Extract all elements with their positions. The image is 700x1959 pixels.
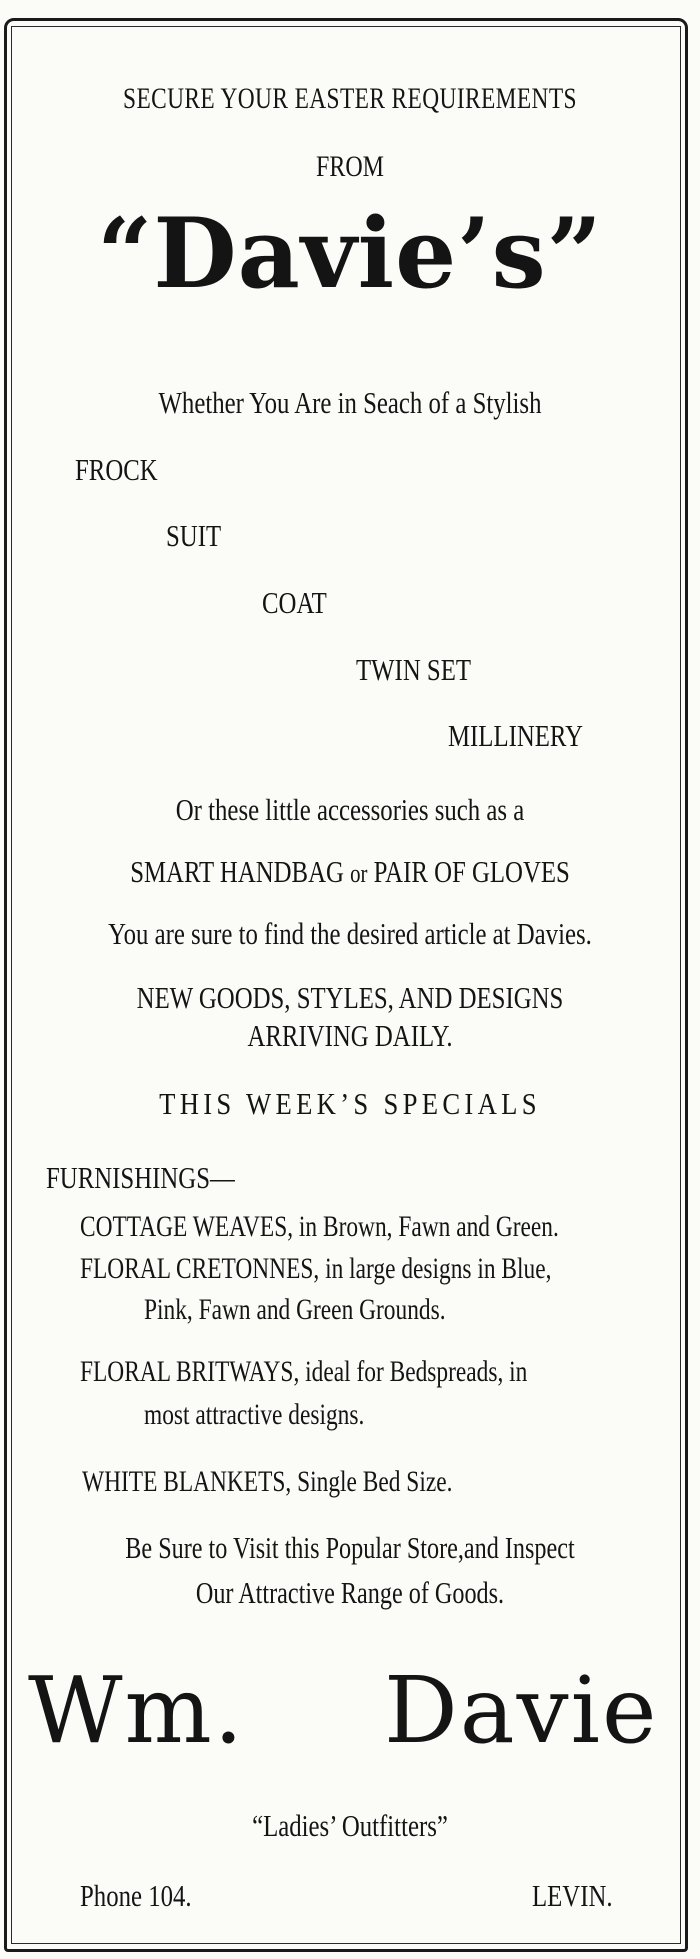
brand-davies: “Davie’s” <box>97 197 603 310</box>
visit-line: Be Sure to Visit this Popular Store,and Inspect <box>125 1530 575 1565</box>
furnishings-heading: FURNISHINGS— <box>46 1160 235 1195</box>
item-coat: COAT <box>262 585 327 620</box>
white-blankets-line: WHITE BLANKETS, Single Bed Size. <box>82 1465 453 1498</box>
specials-heading: THIS WEEK’S SPECIALS <box>159 1086 541 1121</box>
floral-cretonnes-line: FLORAL CRETONNES, in large designs in Blue, <box>80 1252 552 1285</box>
arriving-daily-line: ARRIVING DAILY. <box>247 1018 453 1053</box>
handbag-text: SMART HANDBAG <box>130 854 344 889</box>
range-line: Our Attractive Range of Goods. <box>195 1575 505 1610</box>
headline-secure: SECURE YOUR EASTER REQUIREMENTS <box>123 82 577 115</box>
new-goods-line: NEW GOODS, STYLES, AND DESIGNS <box>136 980 564 1015</box>
headline-from: FROM <box>315 150 385 183</box>
desired-article-line: You are sure to find the desired article at Davies. <box>108 916 592 951</box>
town-levin: LEVIN. <box>532 1878 613 1913</box>
accessories-line: Or these little accessories such as a <box>175 792 525 827</box>
item-millinery: MILLINERY <box>448 718 584 753</box>
handbag-gloves-line <box>70 854 630 890</box>
item-twin-set: TWIN SET <box>356 652 472 687</box>
gloves-text: PAIR OF GLOVES <box>373 854 570 889</box>
britways-designs-line: most attractive designs. <box>144 1398 365 1431</box>
phone-number: Phone 104. <box>80 1878 192 1913</box>
or-text: or <box>350 859 368 888</box>
tagline-ladies-outfitters: “Ladies’ Outfitters” <box>252 1808 448 1843</box>
signature-wm: Wm. <box>28 1657 246 1764</box>
signature-davie: Davie <box>384 1657 659 1764</box>
cretonnes-colours-line: Pink, Fawn and Green Grounds. <box>144 1293 446 1326</box>
cottage-weaves-line: COTTAGE WEAVES, in Brown, Fawn and Green. <box>80 1210 559 1243</box>
item-suit: SUIT <box>166 518 222 553</box>
item-frock: FROCK <box>75 452 158 487</box>
floral-britways-line: FLORAL BRITWAYS, ideal for Bedspreads, in <box>80 1355 528 1388</box>
search-line: Whether You Are in Seach of a Stylish <box>158 385 542 420</box>
